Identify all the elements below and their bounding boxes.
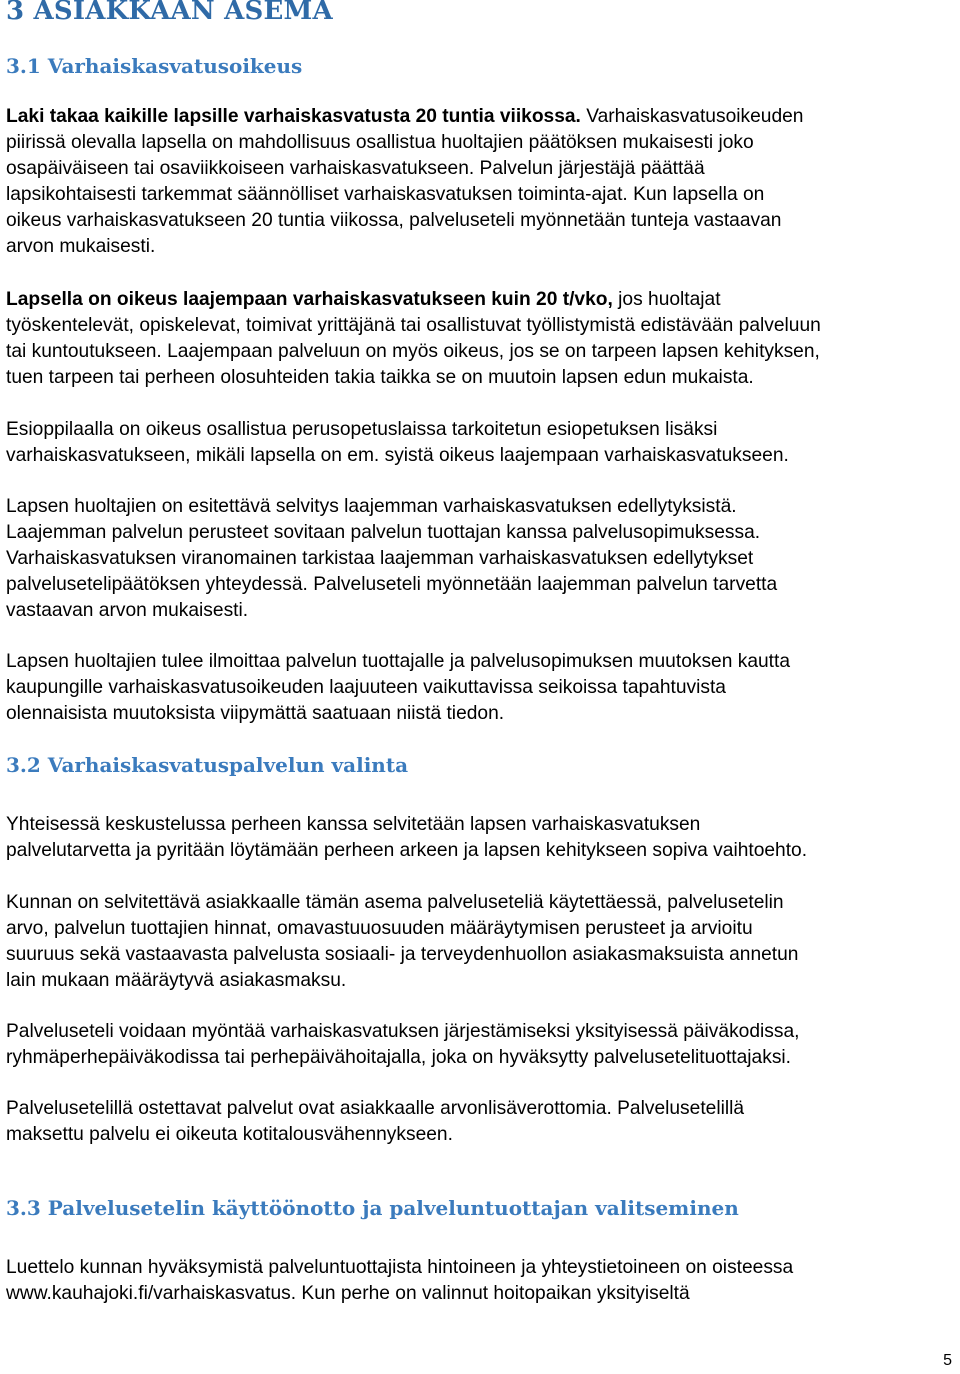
section-heading-3-1: 3.1 Varhaiskasvatusoikeus <box>6 54 303 78</box>
paragraph-line <box>6 104 960 130</box>
paragraph-line: osapäiväiseen tai osaviikkoiseen varhaiskasvatukseen. Palvelun järjestäjä päättää <box>6 158 705 179</box>
paragraph-line: työskentelevät, opiskelevat, toimivat yrittäjänä tai osallistuvat työllistymistä edistävään palveluun <box>6 315 821 336</box>
paragraph-line: Palveluseteli voidaan myöntää varhaiskasvatuksen järjestämiseksi yksityisessä päiväkodissa, <box>6 1021 800 1042</box>
paragraph-7 <box>6 890 960 994</box>
section-heading-3-2: 3.2 Varhaiskasvatuspalvelun valinta <box>6 753 409 777</box>
paragraph-line: Kunnan on selvitettävä asiakkaalle tämän asema palveluseteliä käytettäessä, palvelusetelin <box>6 892 784 913</box>
paragraph-line: vastaavan arvon mukaisesti. <box>6 600 249 621</box>
line-rest: jos huoltajat <box>612 289 721 310</box>
paragraph-line: Yhteisessä keskustelussa perheen kanssa selvitetään lapsen varhaiskasvatuksen <box>6 814 701 835</box>
paragraph-line: oikeus varhaiskasvatukseen 20 tuntia viikossa, palveluseteli myönnetään tunteja vastaavan <box>6 210 782 231</box>
paragraph-line: ryhmäperhepäiväkodissa tai perhepäivähoitajalla, joka on hyväksytty palvelusetelituottajaksi. <box>6 1047 792 1068</box>
paragraph-line: kaupungille varhaiskasvatusoikeuden laajuuteen vaikuttavissa seikoissa tapahtuvista <box>6 677 726 698</box>
paragraph-line: Lapsen huoltajien on esitettävä selvitys laajemman varhaiskasvatuksen edellytyksistä. <box>6 496 737 517</box>
paragraph-3 <box>6 417 960 469</box>
paragraph-line: Laajemman palvelun perusteet sovitaan palvelun tuottajan kanssa palvelusopimuksessa. <box>6 522 761 543</box>
paragraph-4 <box>6 494 960 624</box>
section-heading-3-3: 3.3 Palvelusetelin käyttöönotto ja palveluntuottajan valitseminen <box>6 1196 739 1220</box>
paragraph-line: Esioppilaalla on oikeus osallistua perusopetuslaissa tarkoitetun esiopetuksen lisäksi <box>6 419 718 440</box>
paragraph-8 <box>6 1019 960 1071</box>
paragraph-line: maksettu palvelu ei oikeuta kotitalousvähennykseen. <box>6 1124 453 1145</box>
paragraph-9 <box>6 1096 960 1148</box>
paragraph-line: tai kuntoutukseen. Laajempaan palveluun on myös oikeus, jos se on tarpeen lapsen kehityksen, <box>6 341 820 362</box>
paragraph-line: arvon mukaisesti. <box>6 236 156 257</box>
paragraph-6 <box>6 812 960 864</box>
paragraph-line: suuruus sekä vastaavasta palvelusta sosiaali- ja terveydenhuollon asiakasmaksuista annetun <box>6 944 799 965</box>
paragraph-line: Palvelusetelillä ostettavat palvelut ovat asiakkaalle arvonlisäverottomia. Palvelusetelillä <box>6 1098 745 1119</box>
paragraph-line: tuen tarpeen tai perheen olosuhteiden takia taikka se on muutoin lapsen edun mukaista. <box>6 367 754 388</box>
bold-lead: Lapsella on oikeus laajempaan varhaiskasvatukseen kuin 20 t/vko, <box>6 289 613 310</box>
paragraph-line: palvelutarvetta ja pyritään löytämään perheen arkeen ja lapsen kehitykseen sopiva vaihtoehto. <box>6 840 808 861</box>
paragraph-line: olennaisista muutoksista viipymättä saatuaan niistä tiedon. <box>6 703 505 724</box>
paragraph-line: www.kauhajoki.fi/varhaiskasvatus. Kun perhe on valinnut hoitopaikan yksityiseltä <box>6 1283 690 1304</box>
paragraph-line: arvo, palvelun tuottajien hinnat, omavastuuosuuden määräytymisen perusteet ja arvioitu <box>6 918 753 939</box>
paragraph-5 <box>6 649 960 727</box>
page-number: 5 <box>943 1352 952 1369</box>
paragraph-line: Varhaiskasvatuksen viranomainen tarkistaa laajemman varhaiskasvatuksen edellytykset <box>6 548 754 569</box>
bold-lead: Laki takaa kaikille lapsille varhaiskasvatusta 20 tuntia viikossa. <box>6 106 581 127</box>
line-rest: Varhaiskasvatusoikeuden <box>580 106 804 127</box>
paragraph-line: palvelusetelipäätöksen yhteydessä. Palveluseteli myönnetään laajemman palvelun tarvetta <box>6 574 778 595</box>
paragraph-line: lain mukaan määräytyvä asiakasmaksu. <box>6 970 347 991</box>
paragraph-2 <box>6 287 960 391</box>
paragraph-line <box>6 287 960 313</box>
paragraph-line: varhaiskasvatukseen, mikäli lapsella on em. syistä oikeus laajempaan varhaiskasvatukseen. <box>6 445 789 466</box>
paragraph-1 <box>6 104 960 260</box>
paragraph-line: piirissä olevalla lapsella on mahdollisuus osallistua huoltajien päätöksen mukaisesti joko <box>6 132 754 153</box>
paragraph-10 <box>6 1255 960 1307</box>
paragraph-line: Lapsen huoltajien tulee ilmoittaa palvelun tuottajalle ja palvelusopimuksen muutoksen kautta <box>6 651 790 672</box>
paragraph-line: lapsikohtaisesti tarkemmat säännölliset varhaiskasvatuksen toiminta-ajat. Kun lapsella on <box>6 184 765 205</box>
chapter-heading: 3 ASIAKKAAN ASEMA <box>6 0 333 26</box>
paragraph-line: Luettelo kunnan hyväksymistä palveluntuottajista hintoineen ja yhteystietoineen on oisteessa <box>6 1257 794 1278</box>
